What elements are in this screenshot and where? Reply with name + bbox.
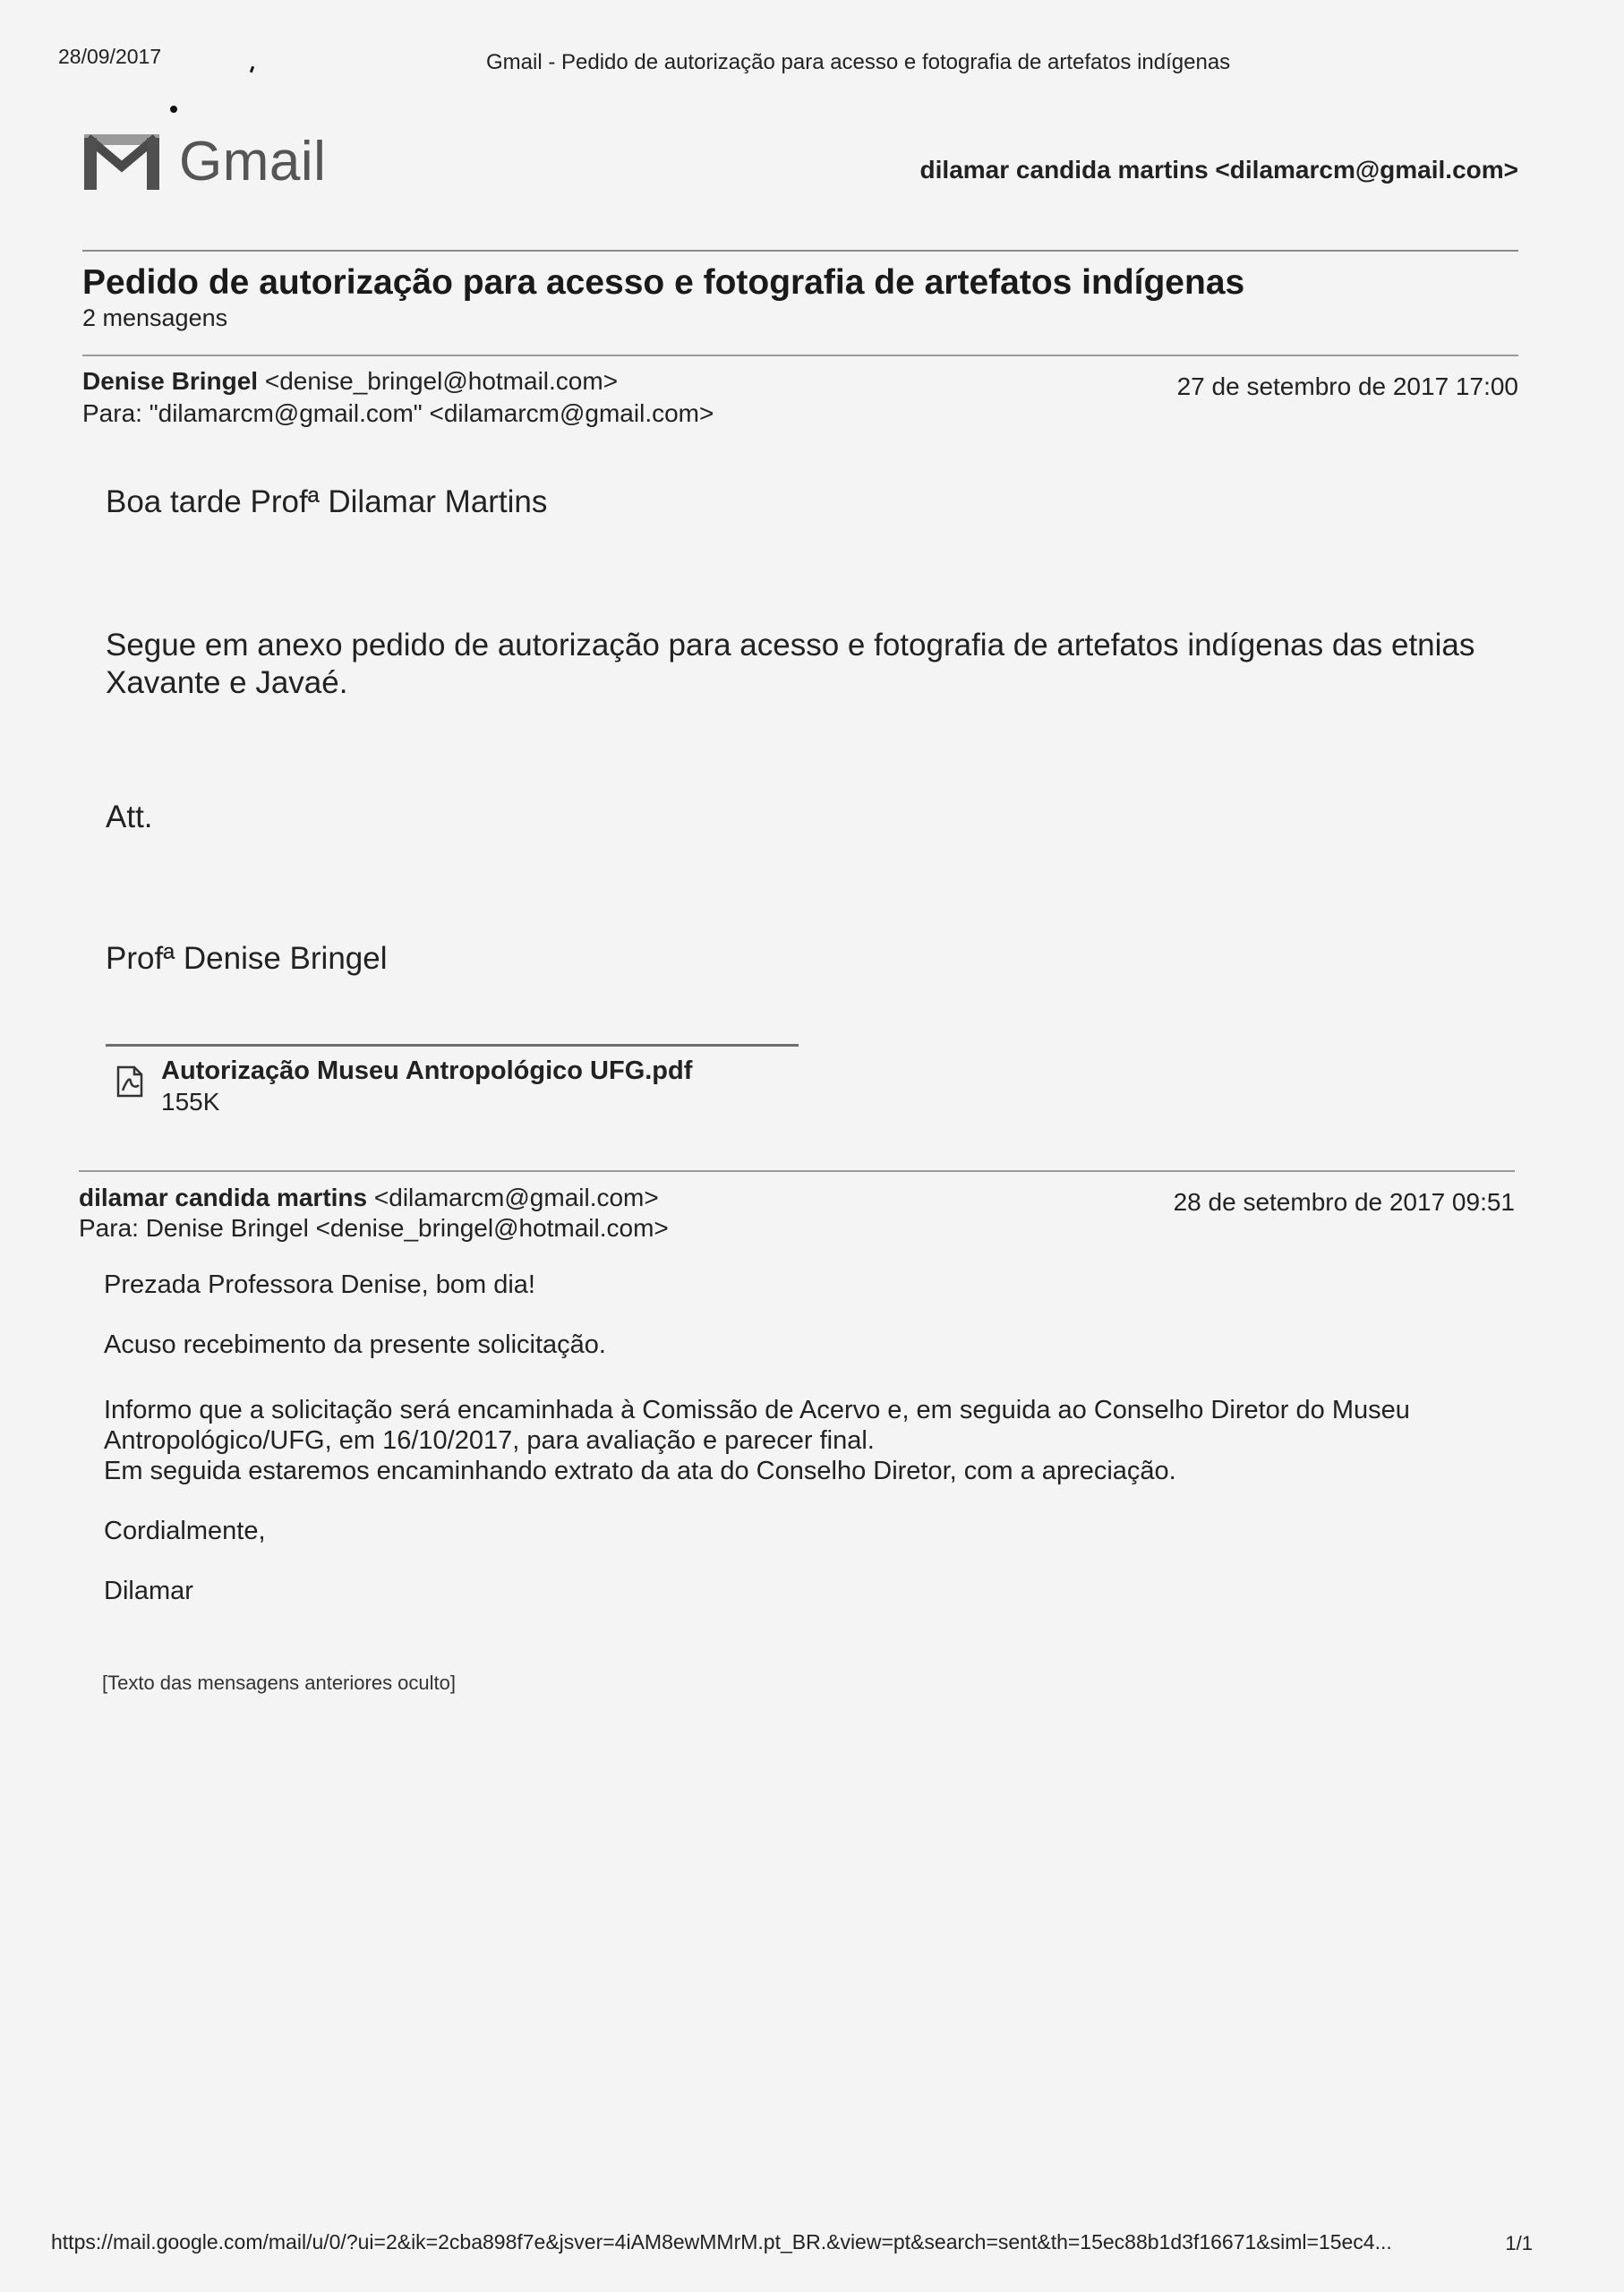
pdf-file-icon (115, 1064, 147, 1104)
message-closing: Cordialmente, (104, 1517, 266, 1545)
message-paragraph: Segue em anexo pedido de autorização para acesso e fotografia de artefatos indígenas das etnias Xavante e Javaé. (106, 628, 1475, 700)
divider (82, 355, 1518, 356)
message-greeting: Prezada Professora Denise, bom dia! (104, 1270, 535, 1299)
divider (79, 1170, 1515, 1172)
message-sender (79, 1184, 659, 1212)
message-sender (82, 367, 618, 396)
scan-mark (170, 106, 177, 113)
message-count: 2 mensagens (82, 304, 228, 331)
message-paragraph (104, 1395, 1536, 1486)
print-footer-url: https://mail.google.com/mail/u/0/?ui=2&ik=2cba898f7e&jsver=4iAM8ewMMrM.pt_BR.&view=pt&search=sent&th=15ec88b1d3f16671&siml=15ec4... (51, 2230, 1392, 2254)
message-recipient: Para: Denise Bringel <denise_bringel@hotmail.com> (79, 1214, 669, 1242)
sender-email: <denise_bringel@hotmail.com> (258, 367, 619, 395)
print-page-number: 1/1 (1505, 2232, 1533, 2254)
divider (82, 250, 1518, 252)
paragraph-line: Antropológico/UFG, em 16/10/2017, para avaliação e parecer final. (104, 1426, 875, 1455)
gmail-logo (82, 131, 326, 193)
sender-name: Denise Bringel (82, 367, 259, 395)
print-date: 28/09/2017 (58, 45, 162, 68)
thread-subject: Pedido de autorização para acesso e fotografia de artefatos indígenas (82, 263, 1245, 302)
message-date: 27 de setembro de 2017 17:00 (1176, 372, 1518, 400)
attachment-divider (106, 1044, 799, 1047)
gmail-wordmark: Gmail (179, 131, 327, 192)
hidden-quoted-text-note[interactable]: [Texto das mensagens anteriores oculto] (102, 1672, 457, 1694)
message-signature: Dilamar (104, 1577, 193, 1605)
paragraph-line: Em seguida estaremos encaminhando extrato da ata do Conselho Diretor, com a apreciação. (104, 1457, 1176, 1485)
message-signature: Profª Denise Bringel (106, 941, 388, 976)
scan-mark (250, 66, 254, 73)
print-page-title: Gmail - Pedido de autorização para acesso e fotografia de artefatos indígenas (486, 50, 1231, 74)
message-greeting: Boa tarde Profª Dilamar Martins (106, 484, 548, 519)
gmail-envelope-icon (82, 133, 161, 192)
paragraph-line: Informo que a solicitação será encaminhada à Comissão de Acervo e, em seguida ao Conselho Diretor do Museu (104, 1396, 1410, 1424)
message-recipient: Para: "dilamarcm@gmail.com" <dilamarcm@gmail.com> (82, 399, 714, 427)
sender-email: <dilamarcm@gmail.com> (367, 1184, 659, 1211)
account-identity: dilamar candida martins <dilamarcm@gmail.com> (919, 156, 1518, 184)
message-closing: Att. (106, 800, 153, 834)
attachment-link[interactable]: Autorização Museu Antropológico UFG.pdf (161, 1056, 693, 1085)
message-paragraph: Acuso recebimento da presente solicitação. (104, 1330, 606, 1359)
attachment-size: 155K (161, 1088, 220, 1116)
message-date: 28 de setembro de 2017 09:51 (1173, 1188, 1515, 1216)
sender-name: dilamar candida martins (79, 1184, 368, 1211)
